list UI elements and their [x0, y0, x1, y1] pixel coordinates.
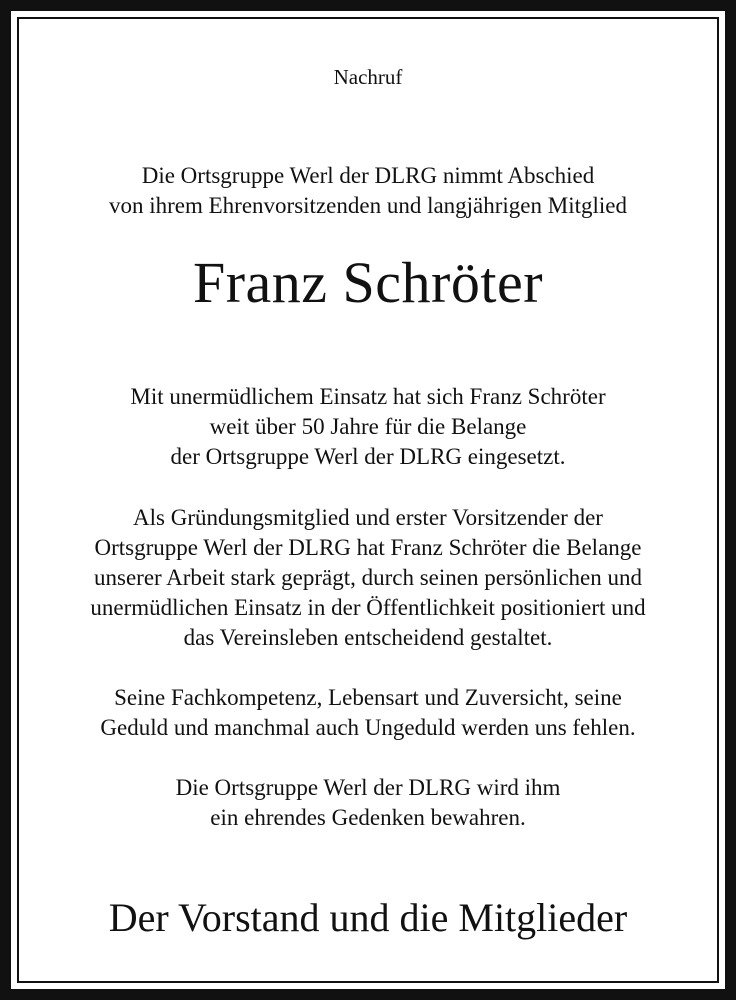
- paragraph-line: Die Ortsgruppe Werl der DLRG wird ihm: [175, 775, 561, 800]
- paragraph-line: Seine Fachkompetenz, Lebensart und Zuversicht, seine: [114, 685, 622, 710]
- deceased-name: Franz Schröter: [192, 250, 544, 315]
- paragraph-line: Mit unermüdlichem Einsatz hat sich Franz Schröter: [130, 384, 606, 409]
- paragraph-line: unermüdlichen Einsatz in der Öffentlichkeit positioniert und: [90, 595, 646, 620]
- intro-text: [0, 161, 736, 221]
- notice-heading: Nachruf: [333, 65, 403, 89]
- paragraph-line: unserer Arbeit stark geprägt, durch seinen persönlichen und: [94, 565, 642, 590]
- paragraph-founder: [0, 503, 736, 653]
- paragraph-qualities: [0, 683, 736, 743]
- paragraph-tribute: [0, 382, 736, 472]
- paragraph-line: Geduld und manchmal auch Ungeduld werden uns fehlen.: [100, 715, 636, 740]
- paragraph-line: Als Gründungsmitglied und erster Vorsitzender der: [133, 505, 603, 530]
- paragraph-line: ein ehrendes Gedenken bewahren.: [210, 805, 526, 830]
- paragraph-line: Ortsgruppe Werl der DLRG hat Franz Schröter die Belange: [94, 535, 642, 560]
- paragraph-line: das Vereinsleben entscheidend gestaltet.: [183, 625, 553, 650]
- paragraph-line: der Ortsgruppe Werl der DLRG eingesetzt.: [170, 444, 566, 469]
- paragraph-line: weit über 50 Jahre für die Belange: [209, 414, 527, 439]
- closing-signature: Der Vorstand und die Mitglieder: [108, 895, 628, 940]
- intro-line: von ihrem Ehrenvorsitzenden und langjährigen Mitglied: [108, 193, 627, 218]
- paragraph-remembrance: [0, 773, 736, 833]
- intro-line: Die Ortsgruppe Werl der DLRG nimmt Abschied: [141, 163, 595, 188]
